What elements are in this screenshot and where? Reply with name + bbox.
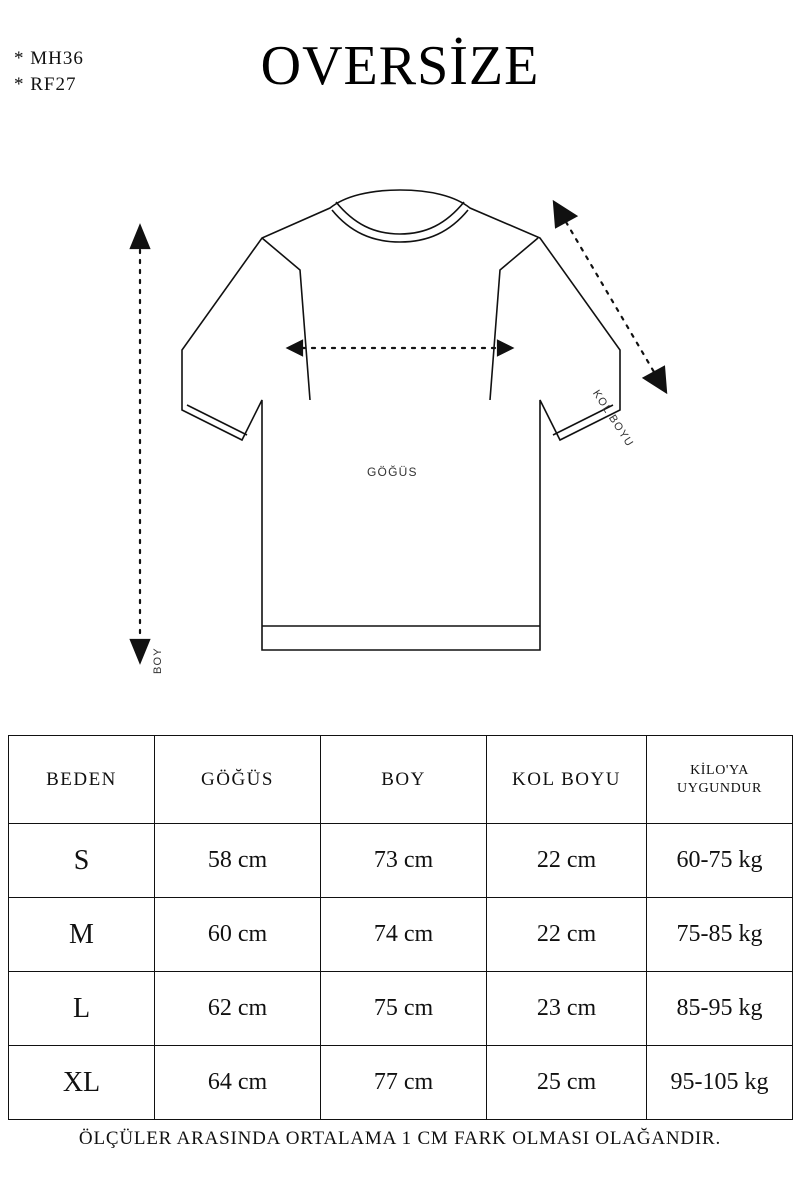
column-header-boy: BOY xyxy=(321,736,487,824)
length-label: BOY xyxy=(152,647,164,674)
chest-label: GÖĞÜS xyxy=(367,465,418,479)
cell-kilo: 60-75 kg xyxy=(647,824,793,898)
table-row xyxy=(9,898,793,972)
cell-gogus: 62 cm xyxy=(155,972,321,1046)
cell-beden: XL xyxy=(9,1046,155,1120)
sleeve-measure-arrow xyxy=(554,202,666,392)
column-header-kilo xyxy=(647,736,793,824)
cell-kilo: 75-85 kg xyxy=(647,898,793,972)
cell-beden: S xyxy=(9,824,155,898)
cell-kol: 22 cm xyxy=(487,824,647,898)
cell-kol: 23 cm xyxy=(487,972,647,1046)
page-title: OVERSİZE xyxy=(260,35,540,97)
tshirt-diagram xyxy=(0,150,800,710)
cell-kol: 25 cm xyxy=(487,1046,647,1120)
sleeve-label: KOL BOYU xyxy=(589,388,636,450)
column-header-kol-boyu: KOL BOYU xyxy=(487,736,647,824)
size-table-container xyxy=(8,735,792,1120)
cell-boy: 77 cm xyxy=(321,1046,487,1120)
column-header-kilo-line1: KİLO'YA xyxy=(690,762,749,778)
cell-beden: L xyxy=(9,972,155,1046)
length-measure-arrow xyxy=(131,226,149,662)
measurement-note: ÖLÇÜLER ARASINDA ORTALAMA 1 CM FARK OLMASI OLAĞANDIR. xyxy=(78,1128,722,1149)
table-row xyxy=(9,824,793,898)
column-header-beden: BEDEN xyxy=(9,736,155,824)
cell-gogus: 60 cm xyxy=(155,898,321,972)
cell-kilo: 95-105 kg xyxy=(647,1046,793,1120)
cell-beden: M xyxy=(9,898,155,972)
cell-boy: 75 cm xyxy=(321,972,487,1046)
tshirt-outline-icon xyxy=(182,190,620,650)
product-code-2: * RF27 xyxy=(14,74,77,95)
cell-gogus: 58 cm xyxy=(155,824,321,898)
cell-kol: 22 cm xyxy=(487,898,647,972)
cell-boy: 73 cm xyxy=(321,824,487,898)
product-code-1: * MH36 xyxy=(14,48,84,69)
column-header-gogus: GÖĞÜS xyxy=(155,736,321,824)
chest-measure-arrow xyxy=(288,341,512,355)
cell-gogus: 64 cm xyxy=(155,1046,321,1120)
table-header-row xyxy=(9,736,793,824)
cell-boy: 74 cm xyxy=(321,898,487,972)
size-table xyxy=(8,735,793,1120)
cell-kilo: 85-95 kg xyxy=(647,972,793,1046)
table-row xyxy=(9,1046,793,1120)
column-header-kilo-line2: UYGUNDUR xyxy=(677,780,762,796)
table-row xyxy=(9,972,793,1046)
